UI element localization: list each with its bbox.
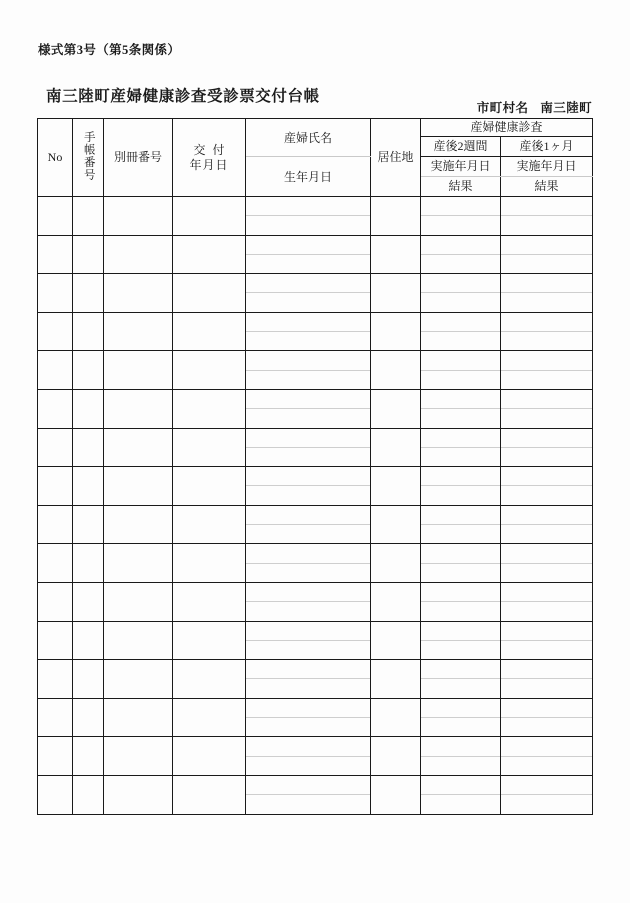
cell-exam-2weeks-date[interactable] [421,660,500,679]
cell-birth-date[interactable] [246,641,370,659]
cell-exam-2weeks-result[interactable] [421,757,500,775]
cell-exam-1month-date[interactable] [501,197,592,216]
cell-exam-1month[interactable] [501,351,593,390]
cell-mother-name[interactable] [246,236,370,255]
cell-exam-1month-result[interactable] [501,448,592,466]
cell-issue-date[interactable] [173,660,246,699]
cell-exam-1month-date[interactable] [501,274,592,293]
column-header-exam-1month-date: 実施年月日 [501,157,593,177]
cell-exam-2weeks[interactable] [421,582,501,621]
cell-techo-number[interactable] [73,274,104,313]
cell-exam-2weeks-date[interactable] [421,622,500,641]
cell-exam-2weeks-result[interactable] [421,486,500,504]
table-row[interactable] [38,660,593,699]
cell-exam-1month[interactable] [501,698,593,737]
table-row[interactable] [38,737,593,776]
cell-exam-1month-result[interactable] [501,216,592,234]
cell-mother-name[interactable] [246,660,370,679]
table-row[interactable] [38,428,593,467]
cell-birth-date[interactable] [246,409,370,427]
column-header-exam-2weeks-result: 結果 [421,177,501,197]
cell-techo-number[interactable] [73,775,104,814]
cell-mother-name-and-birth-date[interactable] [246,775,371,814]
column-header-exam-group-title: 産婦健康診査 [421,119,593,137]
cell-residence[interactable] [371,389,421,428]
cell-issue-date[interactable] [173,312,246,351]
cell-no[interactable] [38,428,73,467]
cell-exam-1month-date[interactable] [501,544,592,563]
cell-no[interactable] [38,351,73,390]
cell-bessatsu-number[interactable] [104,351,173,390]
cell-mother-name[interactable] [246,274,370,293]
cell-exam-2weeks-result[interactable] [421,293,500,311]
cell-no[interactable] [38,660,73,699]
cell-exam-1month[interactable] [501,621,593,660]
cell-exam-2weeks-date[interactable] [421,351,500,370]
cell-issue-date[interactable] [173,698,246,737]
cell-exam-1month-date[interactable] [501,660,592,679]
table-row[interactable] [38,505,593,544]
cell-exam-2weeks[interactable] [421,351,501,390]
cell-issue-date[interactable] [173,389,246,428]
cell-exam-2weeks-date[interactable] [421,236,500,255]
cell-issue-date[interactable] [173,197,246,236]
cell-birth-date[interactable] [246,718,370,736]
cell-issue-date[interactable] [173,582,246,621]
cell-exam-1month-result[interactable] [501,332,592,350]
cell-exam-2weeks[interactable] [421,274,501,313]
cell-exam-1month-result[interactable] [501,564,592,582]
cell-mother-name-and-birth-date[interactable] [246,698,371,737]
cell-exam-1month-date[interactable] [501,776,592,795]
cell-mother-name-and-birth-date[interactable] [246,351,371,390]
cell-exam-2weeks-date[interactable] [421,699,500,718]
table-row[interactable] [38,775,593,814]
cell-exam-1month[interactable] [501,505,593,544]
cell-birth-date[interactable] [246,216,370,234]
table-row[interactable] [38,389,593,428]
cell-bessatsu-number[interactable] [104,467,173,506]
cell-exam-2weeks-result[interactable] [421,371,500,389]
cell-exam-2weeks-result[interactable] [421,255,500,273]
cell-techo-number[interactable] [73,235,104,274]
cell-exam-1month-date[interactable] [501,506,592,525]
cell-exam-2weeks-date[interactable] [421,313,500,332]
column-header-no: No [38,119,73,197]
cell-exam-1month-result[interactable] [501,486,592,504]
table-row[interactable] [38,621,593,660]
table-row[interactable] [38,274,593,313]
cell-bessatsu-number[interactable] [104,389,173,428]
column-header-birth-date: 生年月日 [246,157,371,197]
cell-exam-1month-date[interactable] [501,699,592,718]
cell-birth-date[interactable] [246,332,370,350]
cell-mother-name[interactable] [246,699,370,718]
cell-mother-name[interactable] [246,313,370,332]
cell-exam-1month-result[interactable] [501,371,592,389]
cell-exam-2weeks[interactable] [421,544,501,583]
cell-bessatsu-number[interactable] [104,544,173,583]
cell-residence[interactable] [371,197,421,236]
cell-exam-2weeks-result[interactable] [421,564,500,582]
cell-exam-1month-date[interactable] [501,351,592,370]
cell-exam-2weeks-date[interactable] [421,467,500,486]
cell-exam-1month[interactable] [501,428,593,467]
cell-bessatsu-number[interactable] [104,312,173,351]
cell-exam-2weeks[interactable] [421,467,501,506]
cell-birth-date[interactable] [246,525,370,543]
cell-mother-name[interactable] [246,776,370,795]
cell-residence[interactable] [371,775,421,814]
cell-exam-1month-date[interactable] [501,622,592,641]
cell-exam-2weeks-result[interactable] [421,448,500,466]
cell-exam-1month-date[interactable] [501,313,592,332]
cell-exam-2weeks-result[interactable] [421,602,500,620]
cell-exam-1month[interactable] [501,467,593,506]
municipality-name: 南三陸町 [540,101,592,115]
cell-exam-1month-date[interactable] [501,390,592,409]
cell-exam-1month[interactable] [501,660,593,699]
cell-exam-2weeks[interactable] [421,505,501,544]
cell-birth-date[interactable] [246,448,370,466]
column-header-bessatsu-number: 別冊番号 [104,119,173,197]
column-header-exam-period-1month: 産後1ヶ月 [501,137,593,157]
cell-no[interactable] [38,467,73,506]
cell-techo-number[interactable] [73,467,104,506]
cell-birth-date[interactable] [246,564,370,582]
cell-techo-number[interactable] [73,544,104,583]
cell-mother-name-and-birth-date[interactable] [246,660,371,699]
cell-birth-date[interactable] [246,602,370,620]
cell-residence[interactable] [371,582,421,621]
cell-exam-2weeks-result[interactable] [421,216,500,234]
cell-residence[interactable] [371,505,421,544]
cell-exam-1month[interactable] [501,775,593,814]
cell-exam-1month[interactable] [501,544,593,583]
cell-residence[interactable] [371,312,421,351]
column-header-exam-1month-result: 結果 [501,177,593,197]
cell-exam-1month[interactable] [501,197,593,236]
cell-birth-date[interactable] [246,255,370,273]
cell-birth-date[interactable] [246,757,370,775]
cell-issue-date[interactable] [173,775,246,814]
cell-exam-1month[interactable] [501,235,593,274]
cell-issue-date[interactable] [173,737,246,776]
cell-exam-2weeks[interactable] [421,698,501,737]
cell-exam-1month-result[interactable] [501,679,592,697]
cell-no[interactable] [38,389,73,428]
cell-mother-name[interactable] [246,467,370,486]
document-title: 南三陸町産婦健康診査受診票交付台帳 [46,88,320,105]
cell-no[interactable] [38,775,73,814]
cell-birth-date[interactable] [246,486,370,504]
column-header-residence: 居住地 [371,119,421,197]
cell-residence[interactable] [371,235,421,274]
column-header-techo-number [73,119,104,197]
cell-no[interactable] [38,621,73,660]
cell-techo-number[interactable] [73,660,104,699]
cell-bessatsu-number[interactable] [104,235,173,274]
cell-residence[interactable] [371,351,421,390]
cell-mother-name-and-birth-date[interactable] [246,737,371,776]
cell-bessatsu-number[interactable] [104,698,173,737]
cell-exam-2weeks[interactable] [421,235,501,274]
cell-mother-name[interactable] [246,506,370,525]
cell-exam-2weeks-result[interactable] [421,409,500,427]
municipality-line [477,98,592,116]
cell-no[interactable] [38,582,73,621]
issue-date-line-2: 年月日 [189,157,229,172]
table-row[interactable] [38,351,593,390]
cell-mother-name[interactable] [246,390,370,409]
cell-exam-2weeks-result[interactable] [421,525,500,543]
cell-mother-name-and-birth-date[interactable] [246,582,371,621]
cell-no[interactable] [38,544,73,583]
cell-residence[interactable] [371,660,421,699]
column-header-issue-date [173,119,246,197]
cell-techo-number[interactable] [73,351,104,390]
techo-number-vertical-text: 手帳番号 [82,130,95,181]
column-header-mother-name: 産婦氏名 [246,119,371,157]
cell-no[interactable] [38,698,73,737]
cell-no[interactable] [38,197,73,236]
cell-birth-date[interactable] [246,293,370,311]
cell-no[interactable] [38,312,73,351]
cell-exam-2weeks-result[interactable] [421,795,500,813]
cell-exam-1month-date[interactable] [501,236,592,255]
cell-exam-2weeks[interactable] [421,660,501,699]
cell-residence[interactable] [371,467,421,506]
cell-mother-name-and-birth-date[interactable] [246,428,371,467]
cell-birth-date[interactable] [246,795,370,813]
table-body [38,197,593,815]
cell-exam-1month[interactable] [501,389,593,428]
cell-no[interactable] [38,737,73,776]
cell-techo-number[interactable] [73,737,104,776]
cell-techo-number[interactable] [73,505,104,544]
cell-residence[interactable] [371,737,421,776]
cell-techo-number[interactable] [73,582,104,621]
ledger-table [37,118,593,815]
cell-residence[interactable] [371,621,421,660]
cell-residence[interactable] [371,428,421,467]
cell-issue-date[interactable] [173,621,246,660]
cell-birth-date[interactable] [246,679,370,697]
cell-exam-1month[interactable] [501,582,593,621]
cell-exam-2weeks-result[interactable] [421,641,500,659]
table-row[interactable] [38,582,593,621]
cell-no[interactable] [38,235,73,274]
cell-exam-2weeks-result[interactable] [421,679,500,697]
cell-mother-name-and-birth-date[interactable] [246,235,371,274]
cell-mother-name[interactable] [246,583,370,602]
cell-bessatsu-number[interactable] [104,274,173,313]
cell-exam-2weeks[interactable] [421,621,501,660]
cell-issue-date[interactable] [173,235,246,274]
cell-mother-name[interactable] [246,351,370,370]
cell-exam-1month[interactable] [501,312,593,351]
cell-techo-number[interactable] [73,428,104,467]
cell-issue-date[interactable] [173,428,246,467]
cell-bessatsu-number[interactable] [104,737,173,776]
cell-exam-1month-result[interactable] [501,409,592,427]
cell-exam-2weeks-date[interactable] [421,274,500,293]
cell-bessatsu-number[interactable] [104,582,173,621]
cell-issue-date[interactable] [173,274,246,313]
cell-issue-date[interactable] [173,544,246,583]
form-code-label: 様式第3号（第5条関係） [38,43,181,57]
cell-exam-1month-date[interactable] [501,467,592,486]
header-row [38,119,593,137]
cell-mother-name[interactable] [246,429,370,448]
cell-exam-1month-result[interactable] [501,795,592,813]
ledger-table-container [37,118,592,815]
cell-exam-2weeks[interactable] [421,197,501,236]
cell-exam-1month[interactable] [501,274,593,313]
cell-techo-number[interactable] [73,197,104,236]
cell-exam-2weeks[interactable] [421,428,501,467]
cell-no[interactable] [38,505,73,544]
cell-bessatsu-number[interactable] [104,505,173,544]
cell-birth-date[interactable] [246,371,370,389]
cell-exam-1month-result[interactable] [501,757,592,775]
cell-exam-2weeks-date[interactable] [421,544,500,563]
column-header-exam-period-2weeks: 産後2週間 [421,137,501,157]
cell-exam-1month-result[interactable] [501,255,592,273]
cell-exam-1month-result[interactable] [501,718,592,736]
cell-exam-2weeks-date[interactable] [421,583,500,602]
cell-exam-1month-date[interactable] [501,583,592,602]
table-row[interactable] [38,312,593,351]
cell-exam-1month-result[interactable] [501,525,592,543]
cell-bessatsu-number[interactable] [104,428,173,467]
cell-issue-date[interactable] [173,351,246,390]
cell-bessatsu-number[interactable] [104,621,173,660]
cell-exam-2weeks[interactable] [421,737,501,776]
cell-exam-2weeks-date[interactable] [421,429,500,448]
cell-exam-2weeks[interactable] [421,775,501,814]
municipality-label: 市町村名 [476,101,529,115]
table-row[interactable] [38,544,593,583]
cell-residence[interactable] [371,544,421,583]
cell-mother-name-and-birth-date[interactable] [246,544,371,583]
cell-exam-2weeks[interactable] [421,312,501,351]
table-row[interactable] [38,197,593,236]
cell-techo-number[interactable] [73,698,104,737]
cell-mother-name[interactable] [246,737,370,756]
cell-exam-1month-result[interactable] [501,641,592,659]
cell-techo-number[interactable] [73,312,104,351]
cell-techo-number[interactable] [73,621,104,660]
cell-exam-2weeks-date[interactable] [421,197,500,216]
cell-exam-2weeks-date[interactable] [421,390,500,409]
cell-mother-name-and-birth-date[interactable] [246,197,371,236]
cell-exam-1month-result[interactable] [501,293,592,311]
cell-exam-2weeks-date[interactable] [421,776,500,795]
cell-mother-name[interactable] [246,197,370,216]
cell-no[interactable] [38,274,73,313]
cell-mother-name[interactable] [246,622,370,641]
cell-exam-2weeks-result[interactable] [421,332,500,350]
cell-issue-date[interactable] [173,467,246,506]
cell-mother-name-and-birth-date[interactable] [246,505,371,544]
cell-residence[interactable] [371,274,421,313]
cell-issue-date[interactable] [173,505,246,544]
cell-exam-2weeks-result[interactable] [421,718,500,736]
issue-date-line-1: 交付 [193,142,232,157]
cell-exam-1month-result[interactable] [501,602,592,620]
cell-residence[interactable] [371,698,421,737]
cell-exam-1month[interactable] [501,737,593,776]
table-row[interactable] [38,467,593,506]
cell-mother-name[interactable] [246,544,370,563]
cell-exam-2weeks[interactable] [421,389,501,428]
cell-bessatsu-number[interactable] [104,775,173,814]
cell-mother-name-and-birth-date[interactable] [246,312,371,351]
cell-mother-name-and-birth-date[interactable] [246,389,371,428]
column-header-exam-2weeks-date: 実施年月日 [421,157,501,177]
cell-techo-number[interactable] [73,389,104,428]
cell-exam-1month-date[interactable] [501,429,592,448]
table-row[interactable] [38,698,593,737]
table-header [38,119,593,197]
cell-exam-2weeks-date[interactable] [421,737,500,756]
cell-bessatsu-number[interactable] [104,660,173,699]
cell-mother-name-and-birth-date[interactable] [246,621,371,660]
cell-mother-name-and-birth-date[interactable] [246,274,371,313]
cell-bessatsu-number[interactable] [104,197,173,236]
cell-exam-2weeks-date[interactable] [421,506,500,525]
cell-mother-name-and-birth-date[interactable] [246,467,371,506]
cell-exam-1month-date[interactable] [501,737,592,756]
table-row[interactable] [38,235,593,274]
